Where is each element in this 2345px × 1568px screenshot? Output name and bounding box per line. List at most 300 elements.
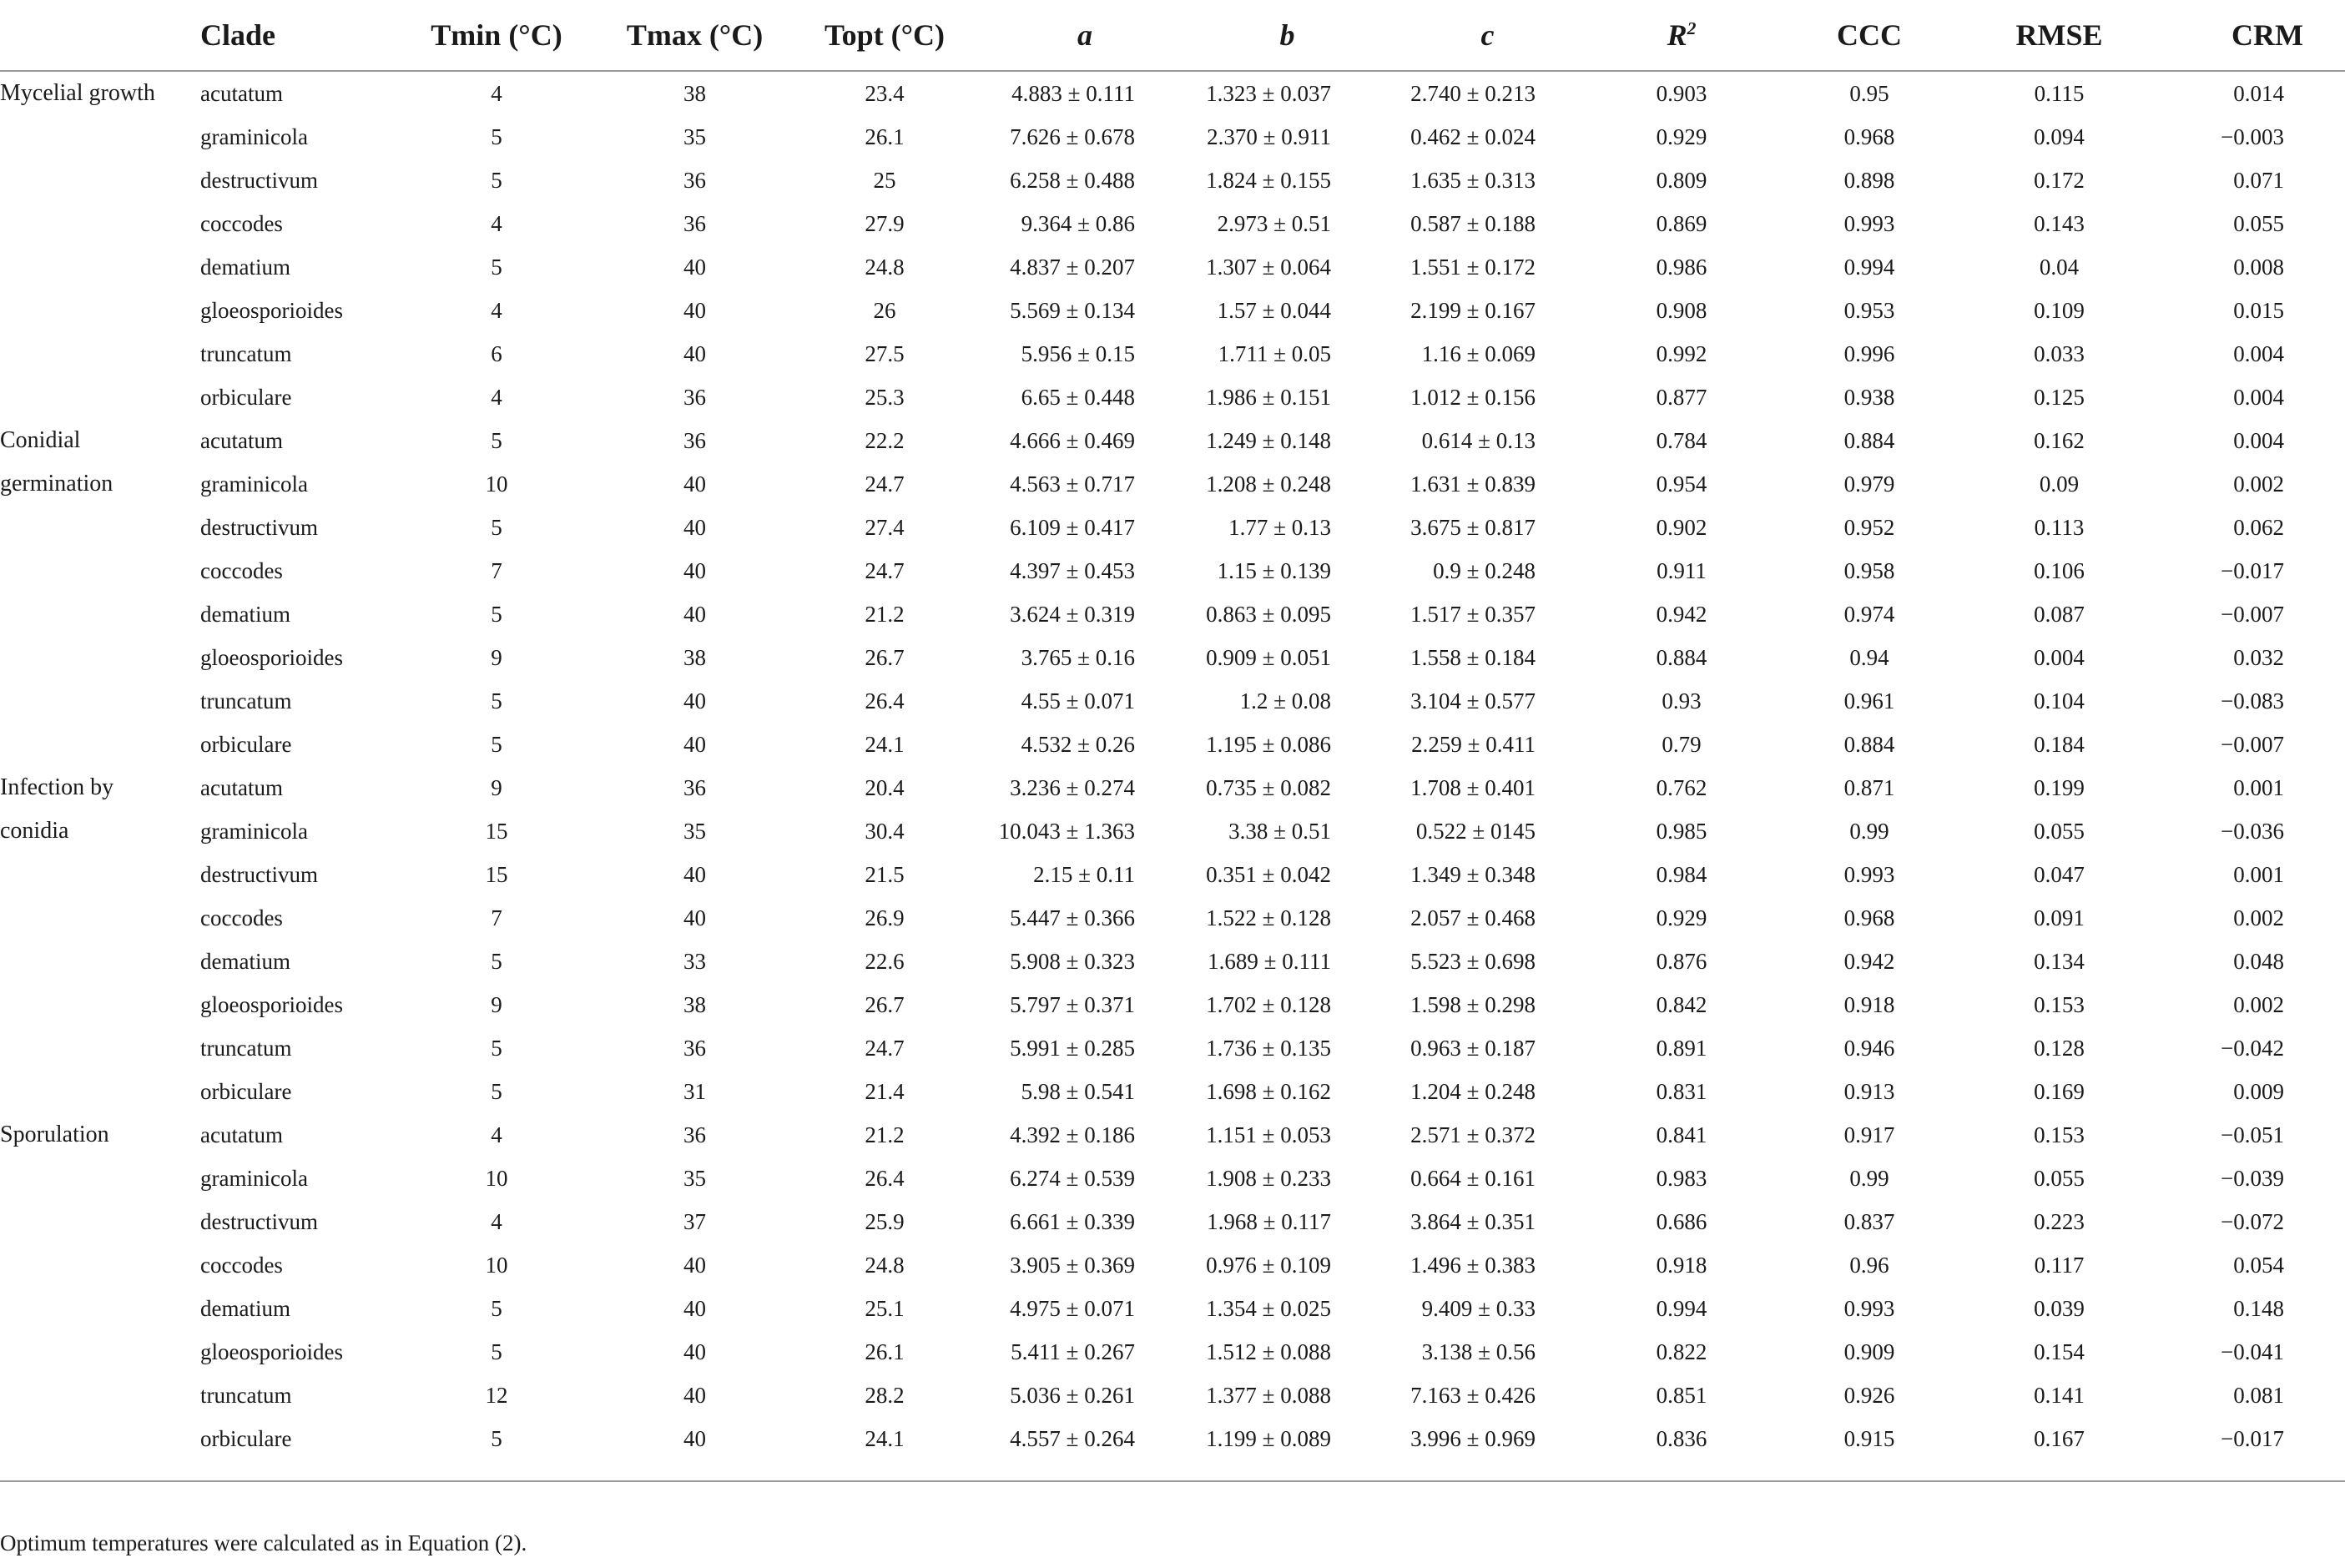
cell-b: 0.735 ± 0.082: [1206, 774, 1331, 800]
cell-rmse: 0.113: [2034, 514, 2085, 540]
cell-tmax: 40: [683, 557, 706, 583]
cell-r2: 0.841: [1656, 1122, 1707, 1147]
cell-ccc: 0.884: [1843, 427, 1895, 453]
cell-tmin: 5: [491, 254, 502, 280]
cell-crm: −0.017: [2221, 557, 2284, 583]
cell-a: 4.397 ± 0.453: [1010, 557, 1135, 583]
cell-stage: [0, 853, 200, 896]
cell-tmax: 36: [683, 1122, 706, 1147]
cell-rmse: 0.047: [2034, 861, 2085, 887]
cell-tmax: 40: [683, 254, 706, 280]
cell-rmse: 0.117: [2034, 1252, 2085, 1278]
cell-rmse: 0.094: [2034, 124, 2085, 149]
cell-rmse: 0.223: [2034, 1208, 2085, 1234]
cell-tmin: 5: [491, 731, 502, 757]
cell-ccc: 0.993: [1843, 861, 1895, 887]
cell-c: 1.558 ± 0.184: [1410, 644, 1536, 670]
cell-tmax: 40: [683, 688, 706, 713]
cell-stage: [0, 1026, 200, 1070]
cell-b: 1.824 ± 0.155: [1206, 167, 1331, 193]
cell-tmax: 36: [683, 774, 706, 800]
table-row: [0, 809, 2345, 853]
stage-label: Infection by: [0, 774, 114, 800]
cell-tmin: 5: [491, 514, 502, 540]
cell-b: 1.711 ± 0.05: [1218, 340, 1331, 366]
cell-crm: 0.062: [2233, 514, 2284, 540]
cell-ccc: 0.94: [1849, 644, 1889, 670]
cell-r2: 0.809: [1656, 167, 1707, 193]
cell-c: 1.631 ± 0.839: [1410, 471, 1536, 497]
cell-c: 0.963 ± 0.187: [1410, 1035, 1536, 1061]
cell-crm: 0.032: [2233, 644, 2284, 670]
cell-r2: 0.836: [1656, 1425, 1707, 1451]
cell-stage: [0, 723, 200, 766]
cell-crm: 0.004: [2233, 340, 2284, 366]
cell-clade: destructivum: [200, 1208, 318, 1234]
cell-r2: 0.903: [1656, 80, 1707, 106]
cell-b: 3.38 ± 0.51: [1228, 818, 1331, 844]
cell-tmin: 4: [491, 1208, 502, 1234]
table-row: [0, 1157, 2345, 1200]
cell-ccc: 0.871: [1843, 774, 1895, 800]
cell-tmin: 5: [491, 1078, 502, 1104]
cell-crm: −0.051: [2221, 1122, 2284, 1147]
cell-clade: truncatum: [200, 688, 292, 713]
cell-tmin: 5: [491, 1035, 502, 1061]
table-row: [0, 766, 2345, 809]
cell-topt: 24.1: [865, 731, 905, 757]
cell-b: 1.354 ± 0.025: [1206, 1295, 1331, 1321]
cell-tmin: 7: [491, 557, 502, 583]
cell-tmax: 38: [683, 80, 706, 106]
cell-r2: 0.851: [1656, 1382, 1707, 1408]
cell-c: 0.664 ± 0.161: [1410, 1165, 1536, 1191]
table-row: [0, 636, 2345, 679]
cell-c: 1.708 ± 0.401: [1410, 774, 1536, 800]
table-row: [0, 853, 2345, 896]
cell-tmin: 4: [491, 297, 502, 323]
cell-tmax: 36: [683, 384, 706, 410]
table-row: [0, 1070, 2345, 1113]
cell-tmin: 4: [491, 1122, 502, 1147]
stage-label: Mycelial growth: [0, 80, 155, 106]
cell-tmin: 10: [485, 471, 508, 497]
cell-a: 3.905 ± 0.369: [1010, 1252, 1135, 1278]
cell-a: 4.975 ± 0.071: [1010, 1295, 1135, 1321]
table-row: [0, 592, 2345, 636]
table-row: [0, 245, 2345, 289]
cell-rmse: 0.167: [2034, 1425, 2085, 1451]
header-tmin: Tmin (°C): [392, 0, 601, 71]
cell-tmin: 5: [491, 1295, 502, 1321]
cell-clade: orbiculare: [200, 384, 292, 410]
cell-crm: 0.048: [2233, 948, 2284, 974]
cell-a: 5.411 ± 0.267: [1011, 1339, 1135, 1364]
cell-a: 5.98 ± 0.541: [1021, 1078, 1135, 1104]
cell-topt: 26.9: [865, 905, 905, 930]
cell-crm: 0.008: [2233, 254, 2284, 280]
cell-stage: [0, 1287, 200, 1330]
cell-crm: 0.002: [2233, 991, 2284, 1017]
cell-topt: 24.7: [865, 557, 905, 583]
cell-stage: [0, 1243, 200, 1287]
header-tmax: Tmax (°C): [601, 0, 789, 71]
cell-stage: [0, 549, 200, 592]
cell-clade: dematium: [200, 948, 290, 974]
cell-r2: 0.842: [1656, 991, 1707, 1017]
cell-stage: [0, 71, 200, 115]
cell-ccc: 0.95: [1849, 80, 1889, 106]
cell-b: 0.351 ± 0.042: [1206, 861, 1331, 887]
table-row: [0, 376, 2345, 419]
cell-r2: 0.686: [1656, 1208, 1707, 1234]
cell-stage: [0, 1113, 200, 1157]
table-row: [0, 1200, 2345, 1243]
cell-tmax: 40: [683, 297, 706, 323]
cell-tmax: 40: [683, 1252, 706, 1278]
cell-ccc: 0.918: [1843, 991, 1895, 1017]
cell-b: 2.973 ± 0.51: [1217, 210, 1331, 236]
table-row: [0, 940, 2345, 983]
cell-topt: 27.4: [865, 514, 905, 540]
cell-tmin: 4: [491, 80, 502, 106]
cell-c: 0.9 ± 0.248: [1433, 557, 1536, 583]
cell-b: 1.199 ± 0.089: [1206, 1425, 1331, 1451]
cell-rmse: 0.128: [2034, 1035, 2085, 1061]
cell-tmax: 36: [683, 427, 706, 453]
cell-tmin: 9: [491, 774, 502, 800]
cell-tmin: 4: [491, 384, 502, 410]
cell-crm: 0.004: [2233, 427, 2284, 453]
cell-c: 0.462 ± 0.024: [1410, 124, 1536, 149]
table-row: [0, 1417, 2345, 1460]
cell-topt: 26.4: [865, 1165, 905, 1191]
table-row: [0, 1330, 2345, 1374]
cell-c: 2.199 ± 0.167: [1410, 297, 1536, 323]
cell-b: 1.736 ± 0.135: [1206, 1035, 1331, 1061]
cell-tmax: 36: [683, 167, 706, 193]
cell-a: 5.797 ± 0.371: [1010, 991, 1135, 1017]
cell-tmax: 35: [683, 818, 706, 844]
cell-a: 9.364 ± 0.86: [1021, 210, 1135, 236]
cell-clade: coccodes: [200, 210, 283, 236]
cell-c: 3.996 ± 0.969: [1410, 1425, 1536, 1451]
cell-a: 3.765 ± 0.16: [1021, 644, 1135, 670]
cell-b: 1.151 ± 0.053: [1206, 1122, 1331, 1147]
table-row: [0, 506, 2345, 549]
cell-rmse: 0.055: [2034, 1165, 2085, 1191]
cell-rmse: 0.087: [2034, 601, 2085, 627]
cell-c: 1.16 ± 0.069: [1421, 340, 1536, 366]
cell-crm: 0.071: [2233, 167, 2284, 193]
cell-tmax: 33: [683, 948, 706, 974]
cell-a: 5.569 ± 0.134: [1010, 297, 1135, 323]
cell-topt: 25: [873, 167, 896, 193]
cell-stage: [0, 983, 200, 1026]
cell-crm: −0.039: [2221, 1165, 2284, 1191]
cell-ccc: 0.952: [1843, 514, 1895, 540]
cell-rmse: 0.104: [2034, 688, 2085, 713]
cell-a: 4.55 ± 0.071: [1021, 688, 1135, 713]
table-header: [0, 0, 2345, 71]
cell-b: 1.986 ± 0.151: [1206, 384, 1331, 410]
header-r2-base: R: [1667, 18, 1687, 52]
cell-ccc: 0.968: [1843, 124, 1895, 149]
cell-tmax: 35: [683, 1165, 706, 1191]
cell-rmse: 0.125: [2034, 384, 2085, 410]
cell-b: 1.195 ± 0.086: [1206, 731, 1331, 757]
cell-ccc: 0.953: [1843, 297, 1895, 323]
cell-stage: [0, 506, 200, 549]
cell-b: 1.323 ± 0.037: [1206, 80, 1331, 106]
cell-topt: 24.1: [865, 1425, 905, 1451]
table-row: [0, 115, 2345, 159]
cell-r2: 0.983: [1656, 1165, 1707, 1191]
cell-r2: 0.954: [1656, 471, 1707, 497]
cell-c: 2.259 ± 0.411: [1411, 731, 1536, 757]
cell-a: 4.563 ± 0.717: [1010, 471, 1135, 497]
cell-tmax: 40: [683, 1382, 706, 1408]
table-row: [0, 896, 2345, 940]
cell-b: 1.702 ± 0.128: [1206, 991, 1331, 1017]
cell-c: 9.409 ± 0.33: [1421, 1295, 1536, 1321]
table-row: [0, 679, 2345, 723]
cell-tmax: 40: [683, 1425, 706, 1451]
cell-stage: [0, 896, 200, 940]
cell-a: 4.557 ± 0.264: [1010, 1425, 1135, 1451]
cell-c: 1.517 ± 0.357: [1410, 601, 1536, 627]
cell-r2: 0.918: [1656, 1252, 1707, 1278]
cell-r2: 0.877: [1656, 384, 1707, 410]
cell-rmse: 0.172: [2034, 167, 2085, 193]
cell-ccc: 0.942: [1843, 948, 1895, 974]
cell-rmse: 0.106: [2034, 557, 2085, 583]
cell-topt: 26.7: [865, 991, 905, 1017]
cell-r2: 0.994: [1656, 1295, 1707, 1321]
cell-rmse: 0.033: [2034, 340, 2085, 366]
cell-stage: [0, 1330, 200, 1374]
cell-tmin: 4: [491, 210, 502, 236]
cell-r2: 0.911: [1657, 557, 1707, 583]
table-row: [0, 983, 2345, 1026]
cell-b: 1.377 ± 0.088: [1206, 1382, 1331, 1408]
cell-c: 1.204 ± 0.248: [1410, 1078, 1536, 1104]
table-row: [0, 159, 2345, 202]
cell-topt: 27.5: [865, 340, 905, 366]
cell-a: 5.447 ± 0.366: [1010, 905, 1135, 930]
cell-rmse: 0.143: [2034, 210, 2085, 236]
cell-r2: 0.822: [1656, 1339, 1707, 1364]
cell-c: 3.675 ± 0.817: [1410, 514, 1536, 540]
cell-clade: truncatum: [200, 1382, 292, 1408]
cell-b: 1.698 ± 0.162: [1206, 1078, 1331, 1104]
header-r2-sup: 2: [1687, 18, 1697, 38]
cell-clade: graminicola: [200, 124, 308, 149]
cell-topt: 26: [873, 297, 896, 323]
cell-stage: [0, 1417, 200, 1460]
cell-topt: 25.3: [865, 384, 905, 410]
cell-stage: [0, 1374, 200, 1417]
cell-c: 1.598 ± 0.298: [1410, 991, 1536, 1017]
cell-clade: gloeosporioides: [200, 991, 343, 1017]
cell-a: 5.956 ± 0.15: [1021, 340, 1135, 366]
cell-clade: dematium: [200, 601, 290, 627]
cell-topt: 24.8: [865, 1252, 905, 1278]
header-c: c: [1385, 0, 1590, 71]
cell-c: 1.012 ± 0.156: [1410, 384, 1536, 410]
cell-stage: [0, 202, 200, 245]
table-row: [0, 1374, 2345, 1417]
cell-b: 1.77 ± 0.13: [1228, 514, 1331, 540]
cell-stage: [0, 245, 200, 289]
cell-ccc: 0.837: [1843, 1208, 1895, 1234]
cell-clade: coccodes: [200, 1252, 283, 1278]
cell-clade: truncatum: [200, 1035, 292, 1061]
cell-crm: 0.002: [2233, 905, 2284, 930]
cell-tmin: 7: [491, 905, 502, 930]
cell-stage: [0, 636, 200, 679]
cell-r2: 0.992: [1656, 340, 1707, 366]
cell-stage: [0, 376, 200, 419]
cell-b: 1.689 ± 0.111: [1208, 948, 1331, 974]
stage-label: Sporulation: [0, 1122, 109, 1147]
table-row: [0, 462, 2345, 506]
cell-a: 3.236 ± 0.274: [1010, 774, 1135, 800]
header-r2: [1590, 0, 1773, 71]
cell-crm: −0.041: [2221, 1339, 2284, 1364]
header-b: b: [1189, 0, 1385, 71]
cell-b: 1.512 ± 0.088: [1206, 1339, 1331, 1364]
cell-b: 0.863 ± 0.095: [1206, 601, 1331, 627]
cell-rmse: 0.134: [2034, 948, 2085, 974]
cell-r2: 0.984: [1656, 861, 1707, 887]
cell-r2: 0.831: [1656, 1078, 1707, 1104]
cell-topt: 26.7: [865, 644, 905, 670]
cell-tmax: 35: [683, 124, 706, 149]
stage-label: germination: [0, 471, 113, 497]
cell-stage: [0, 679, 200, 723]
cell-crm: 0.001: [2233, 861, 2284, 887]
cell-clade: dematium: [200, 254, 290, 280]
table-row: [0, 1026, 2345, 1070]
cell-a: 7.626 ± 0.678: [1010, 124, 1135, 149]
cell-tmax: 40: [683, 601, 706, 627]
cell-rmse: 0.199: [2034, 774, 2085, 800]
cell-stage: [0, 115, 200, 159]
cell-clade: gloeosporioides: [200, 644, 343, 670]
cell-a: 5.991 ± 0.285: [1010, 1035, 1135, 1061]
cell-stage: [0, 332, 200, 376]
cell-tmin: 9: [491, 991, 502, 1017]
cell-crm: 0.001: [2233, 774, 2284, 800]
cell-b: 1.208 ± 0.248: [1206, 471, 1331, 497]
cell-a: 6.258 ± 0.488: [1010, 167, 1135, 193]
cell-topt: 23.4: [865, 80, 905, 106]
cell-r2: 0.902: [1656, 514, 1707, 540]
cell-tmin: 15: [485, 818, 508, 844]
cell-clade: orbiculare: [200, 1078, 292, 1104]
cell-rmse: 0.154: [2034, 1339, 2085, 1364]
cell-r2: 0.784: [1656, 427, 1707, 453]
cell-c: 1.551 ± 0.172: [1410, 254, 1536, 280]
cell-clade: coccodes: [200, 905, 283, 930]
cell-rmse: 0.004: [2034, 644, 2085, 670]
cell-tmin: 5: [491, 601, 502, 627]
cell-stage: [0, 419, 200, 462]
cell-crm: −0.042: [2221, 1035, 2284, 1061]
cell-clade: graminicola: [200, 818, 308, 844]
cell-tmin: 9: [491, 644, 502, 670]
cell-c: 3.104 ± 0.577: [1410, 688, 1536, 713]
cell-c: 2.057 ± 0.468: [1410, 905, 1536, 930]
cell-r2: 0.876: [1656, 948, 1707, 974]
header-rmse: RMSE: [1965, 0, 2153, 71]
stage-label: conidia: [0, 818, 69, 844]
cell-tmax: 38: [683, 644, 706, 670]
cell-b: 1.522 ± 0.128: [1206, 905, 1331, 930]
cell-r2: 0.869: [1656, 210, 1707, 236]
cell-clade: coccodes: [200, 557, 283, 583]
cell-topt: 21.2: [865, 601, 905, 627]
cell-tmax: 40: [683, 861, 706, 887]
cell-topt: 24.7: [865, 471, 905, 497]
cell-tmin: 5: [491, 1339, 502, 1364]
cell-r2: 0.908: [1656, 297, 1707, 323]
cell-ccc: 0.974: [1843, 601, 1895, 627]
cell-rmse: 0.109: [2034, 297, 2085, 323]
cell-a: 6.65 ± 0.448: [1021, 384, 1135, 410]
cell-stage: [0, 289, 200, 332]
cell-rmse: 0.153: [2034, 991, 2085, 1017]
cell-r2: 0.762: [1656, 774, 1707, 800]
cell-rmse: 0.091: [2034, 905, 2085, 930]
cell-b: 1.249 ± 0.148: [1206, 427, 1331, 453]
cell-tmin: 12: [485, 1382, 508, 1408]
cell-tmax: 31: [683, 1078, 706, 1104]
cell-r2: 0.79: [1662, 731, 1702, 757]
cell-a: 6.109 ± 0.417: [1010, 514, 1135, 540]
cell-topt: 26.1: [865, 124, 905, 149]
cell-crm: 0.148: [2233, 1295, 2284, 1321]
cell-tmax: 37: [683, 1208, 706, 1234]
cell-a: 4.837 ± 0.207: [1010, 254, 1135, 280]
cell-c: 5.523 ± 0.698: [1410, 948, 1536, 974]
cell-rmse: 0.09: [2039, 471, 2080, 497]
cell-c: 2.740 ± 0.213: [1410, 80, 1536, 106]
cell-clade: acutatum: [200, 427, 283, 453]
table-row: [0, 419, 2345, 462]
table-row: [0, 723, 2345, 766]
cell-clade: gloeosporioides: [200, 1339, 343, 1364]
cell-ccc: 0.996: [1843, 340, 1895, 366]
cell-a: 10.043 ± 1.363: [998, 818, 1135, 844]
cell-topt: 25.9: [865, 1208, 905, 1234]
cell-a: 4.883 ± 0.111: [1011, 80, 1135, 106]
table-row: [0, 1113, 2345, 1157]
cell-c: 2.571 ± 0.372: [1410, 1122, 1536, 1147]
cell-c: 0.587 ± 0.188: [1410, 210, 1536, 236]
cell-ccc: 0.993: [1843, 1295, 1895, 1321]
stage-label: Conidial: [0, 427, 81, 453]
cell-ccc: 0.898: [1843, 167, 1895, 193]
cell-r2: 0.93: [1662, 688, 1702, 713]
cell-tmax: 38: [683, 991, 706, 1017]
table-row: [0, 332, 2345, 376]
cell-ccc: 0.968: [1843, 905, 1895, 930]
cell-rmse: 0.039: [2034, 1295, 2085, 1321]
cell-b: 2.370 ± 0.911: [1207, 124, 1331, 149]
cell-b: 1.57 ± 0.044: [1217, 297, 1331, 323]
